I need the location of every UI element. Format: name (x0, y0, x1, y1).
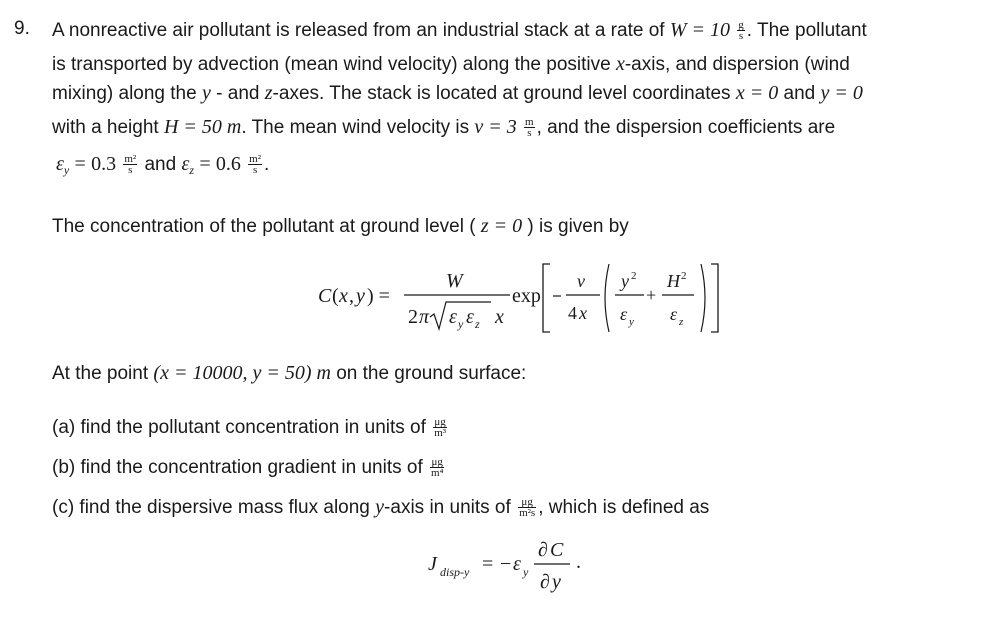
stack-height: H = 50 m (163, 116, 242, 138)
part-a (52, 416, 449, 440)
intro-text-3c: -axes. The stack is located at ground level coordinates (272, 83, 731, 104)
wind-velocity: v = 3 (474, 116, 517, 138)
svg-text:ε: ε (513, 553, 521, 575)
and-word: and (783, 83, 816, 104)
svg-text:y: y (458, 317, 464, 331)
svg-text:π: π (419, 306, 430, 328)
part-a-text: (a) find the pollutant concentration in units of (52, 417, 426, 438)
x-variable: x (615, 53, 625, 75)
intro-text-1: A nonreactive air pollutant is released from an industrial stack at a rate of (52, 20, 665, 41)
intro-line-3 (52, 81, 863, 106)
eps-z-equals: = (199, 153, 211, 175)
svg-text:y: y (621, 271, 629, 291)
svg-text:2: 2 (631, 270, 637, 282)
svg-text:v: v (577, 271, 585, 291)
eps-z-value: 0.6 (215, 153, 241, 175)
intro-line-5: $\varepsilon_y = 0.3$ $\frac{\text{m²}}{s}$ and $\varepsilon_z = 0.6$ $\frac{\text{m²}}{s}$ . (56, 153, 270, 177)
emission-rate: W = 10 (669, 19, 730, 41)
conc-intro-text: The concentration of the pollutant at ground level ( (52, 216, 476, 237)
eps-y-unit: $\frac{\text{m²}}{s}$ (124, 153, 137, 177)
part-b (52, 456, 446, 480)
z-zero: z = 0 (480, 215, 523, 237)
svg-text:y: y (552, 571, 561, 593)
intro-text-4b: . The mean wind velocity is (241, 117, 470, 138)
part-a-unit: $\frac{\mu g}{\text{m³}}$ (434, 416, 447, 440)
svg-text:.: . (576, 551, 581, 573)
part-b-text: (b) find the concentration gradient in units of (52, 457, 423, 478)
svg-text:∂: ∂ (538, 539, 548, 561)
svg-text:z: z (679, 316, 684, 328)
intro-text-4a: with a height (52, 117, 159, 138)
velocity-unit: $\frac{m}{s}$ (525, 116, 534, 140)
intro-text-3a: mixing) along the (52, 83, 197, 104)
part-c-text-b: -axis in units of (384, 497, 511, 518)
svg-text:H: H (667, 271, 680, 291)
part-b-unit: $\frac{\mu g}{\text{m⁴}}$ (431, 456, 444, 480)
point-line (52, 361, 526, 386)
intro-text-2: is transported by advection (mean wind velocity) along the positive (52, 54, 611, 75)
svg-text:=: = (482, 553, 494, 575)
svg-text:y: y (523, 565, 529, 579)
intro-text-1b: . The pollutant (746, 20, 867, 41)
concentration-equation (310, 258, 730, 338)
and-word-2: and (144, 154, 177, 175)
svg-text:y: y (356, 285, 365, 307)
svg-text:ε: ε (449, 306, 457, 328)
x-zero: x = 0 (735, 82, 779, 104)
eps-y-value: 0.3 (91, 153, 117, 175)
eps-y-symbol: $\varepsilon_y$ (56, 153, 70, 177)
svg-text:) =: ) = (367, 285, 390, 307)
intro-line-1 (52, 18, 867, 43)
part-c (52, 495, 709, 520)
y-variable-2: y (375, 496, 385, 518)
intro-text-4c: , and the dispersion coefficients are (536, 117, 836, 138)
svg-text:−: − (500, 553, 512, 575)
rate-unit: $\frac{g}{s}$ (738, 19, 744, 43)
eps-y-equals: = (74, 153, 86, 175)
concentration-intro (52, 214, 629, 239)
point-text: At the point (52, 363, 149, 384)
svg-text:y: y (629, 316, 634, 328)
intro-text-2b: -axis, and dispersion (wind (624, 54, 850, 75)
intro-line-2 (52, 52, 850, 77)
y-zero: y = 0 (820, 82, 863, 104)
svg-text:2: 2 (681, 270, 687, 282)
flux-equation (424, 534, 624, 604)
svg-text:2: 2 (408, 306, 418, 328)
svg-text:x: x (579, 303, 587, 323)
svg-text:exp: exp (512, 285, 541, 307)
intro-text-3b: - and (216, 83, 260, 104)
svg-text:disp-y: disp-y (440, 565, 470, 579)
svg-text:4: 4 (568, 303, 577, 323)
svg-text:(: ( (332, 285, 339, 307)
svg-text:J: J (428, 553, 437, 575)
svg-text:z: z (475, 317, 480, 331)
svg-text:x: x (495, 306, 504, 328)
y-variable: y (201, 82, 211, 104)
svg-text:x: x (339, 285, 348, 307)
svg-text:∂: ∂ (540, 571, 550, 593)
part-c-text: (c) find the dispersive mass flux along (52, 497, 370, 518)
part-c-unit: $\frac{\mu g}{\text{m²s}}$ (519, 496, 536, 520)
eps-z-symbol: $\varepsilon_z$ (181, 153, 195, 177)
svg-text:,: , (349, 285, 354, 307)
svg-text:C: C (550, 539, 564, 561)
point-text-b: on the ground surface: (336, 363, 527, 384)
svg-text:ε: ε (466, 306, 474, 328)
svg-text:C: C (318, 285, 332, 307)
z-variable: z (264, 82, 273, 104)
conc-intro-text-b: ) is given by (527, 216, 629, 237)
eps-z-unit: $\frac{\text{m²}}{s}$ (249, 153, 262, 177)
point-coordinates: (x = 10000, y = 50) m (153, 362, 331, 384)
svg-text:+: + (646, 285, 657, 305)
intro-line-4 (52, 115, 835, 140)
svg-text:ε: ε (620, 304, 628, 324)
part-c-text-c: , which is defined as (538, 497, 710, 518)
svg-text:W: W (446, 270, 463, 292)
svg-text:ε: ε (670, 304, 678, 324)
question-number: 9. (14, 18, 30, 39)
